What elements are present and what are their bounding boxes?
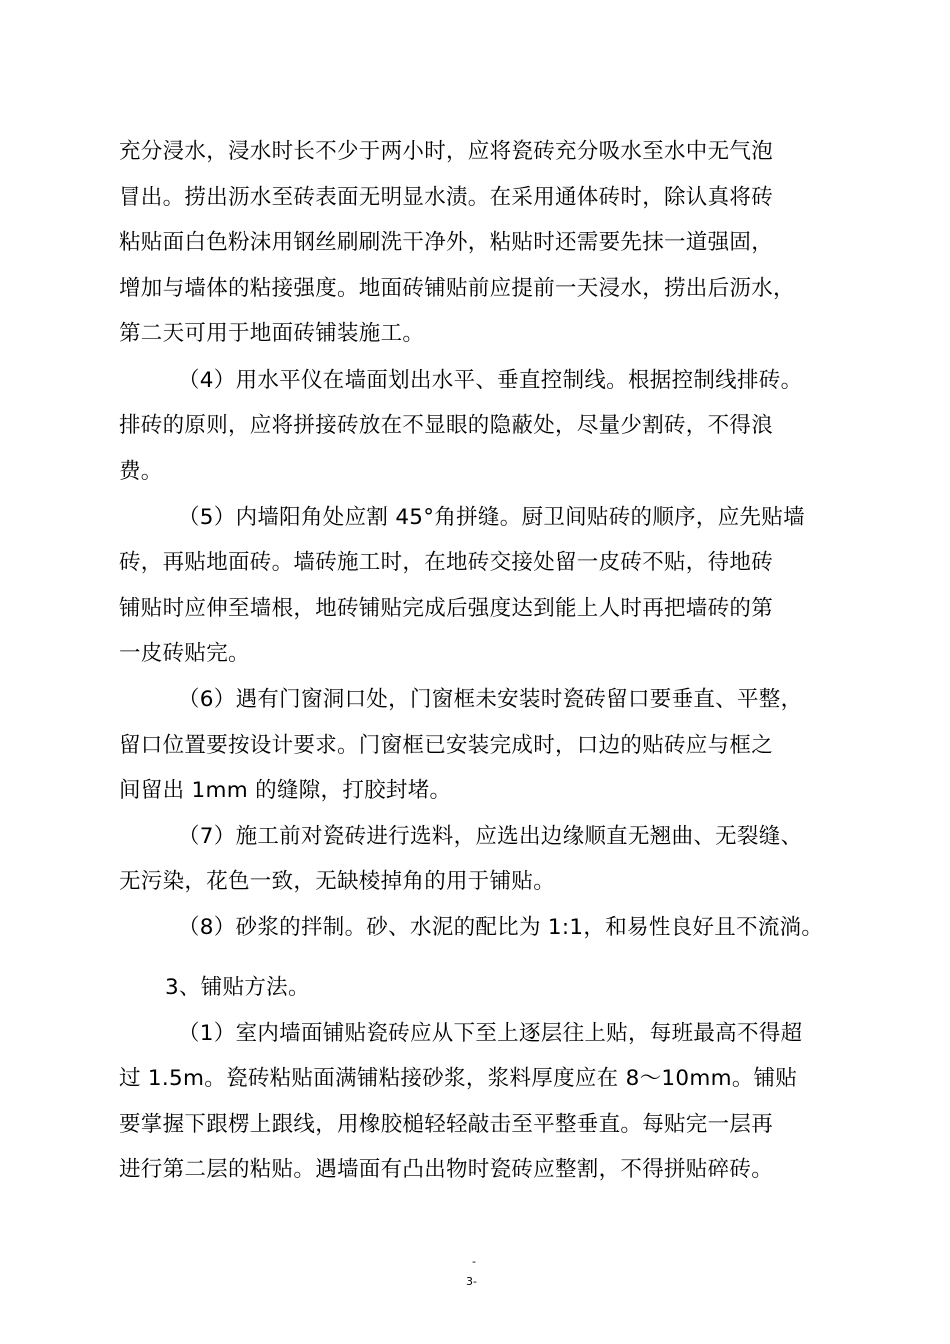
body-line: （7）施工前对瓷砖进行选料，应选出边缘顺直无翘曲、无裂缝、 bbox=[178, 824, 803, 849]
body-line: 无污染，花色一致，无缺棱掉角的用于铺贴。 bbox=[119, 869, 556, 894]
body-line: 留口位置要按设计要求。门窗框已安装完成时，口边的贴砖应与框之 bbox=[119, 733, 774, 758]
body-line: 粘贴面白色粉沫用钢丝刷刷洗干净外，粘贴时还需要先抹一道强固， bbox=[119, 230, 774, 255]
body-line: 增加与墙体的粘接强度。地面砖铺贴前应提前一天浸水，捞出后沥水， bbox=[119, 276, 795, 301]
body-line: 进行第二层的粘贴。遇墙面有凸出物时瓷砖应整割，不得拼贴碎砖。 bbox=[119, 1157, 774, 1182]
body-line: 砖，再贴地面砖。墙砖施工时，在地砖交接处留一皮砖不贴，待地砖 bbox=[119, 550, 774, 575]
body-line: 过 1.5m。瓷砖粘贴面满铺粘接砂浆，浆料厚度应在 8～10mm。铺贴 bbox=[119, 1066, 798, 1091]
body-line: 第二天可用于地面砖铺装施工。 bbox=[119, 321, 425, 346]
body-line: （1）室内墙面铺贴瓷砖应从下至上逐层往上贴，每班最高不得超 bbox=[178, 1021, 803, 1046]
body-line: 充分浸水，浸水时长不少于两小时，应将瓷砖充分吸水至水中无气泡 bbox=[119, 139, 774, 164]
body-line: 费。 bbox=[119, 459, 163, 484]
body-line: 铺贴时应伸至墙根，地砖铺贴完成后强度达到能上人时再把墙砖的第 bbox=[119, 596, 774, 621]
body-line: 一皮砖贴完。 bbox=[119, 641, 250, 666]
body-line: （5）内墙阳角处应割 45°角拼缝。厨卫间贴砖的顺序，应先贴墙 bbox=[178, 505, 805, 530]
body-line: 要掌握下跟楞上跟线，用橡胶槌轻轻敲击至平整垂直。每贴完一层再 bbox=[119, 1112, 774, 1137]
footer-dash: - bbox=[472, 1255, 476, 1268]
body-line: 排砖的原则，应将拼接砖放在不显眼的隐蔽处，尽量少割砖，不得浪 bbox=[119, 413, 774, 438]
page-number: 3- bbox=[466, 1275, 477, 1288]
body-line: （6）遇有门窗洞口处，门窗框未安装时瓷砖留口要垂直、平整， bbox=[178, 687, 803, 712]
body-line: （8）砂浆的拌制。砂、水泥的配比为 1:1，和易性良好且不流淌。 bbox=[178, 915, 824, 940]
section-heading: 3、铺贴方法。 bbox=[165, 975, 310, 1000]
body-line: （4）用水平仪在墙面划出水平、垂直控制线。根据控制线排砖。 bbox=[178, 368, 803, 393]
body-line: 间留出 1mm 的缝隙，打胶封堵。 bbox=[119, 778, 452, 803]
body-line: 冒出。捞出沥水至砖表面无明显水渍。在采用通体砖时，除认真将砖 bbox=[119, 185, 774, 210]
